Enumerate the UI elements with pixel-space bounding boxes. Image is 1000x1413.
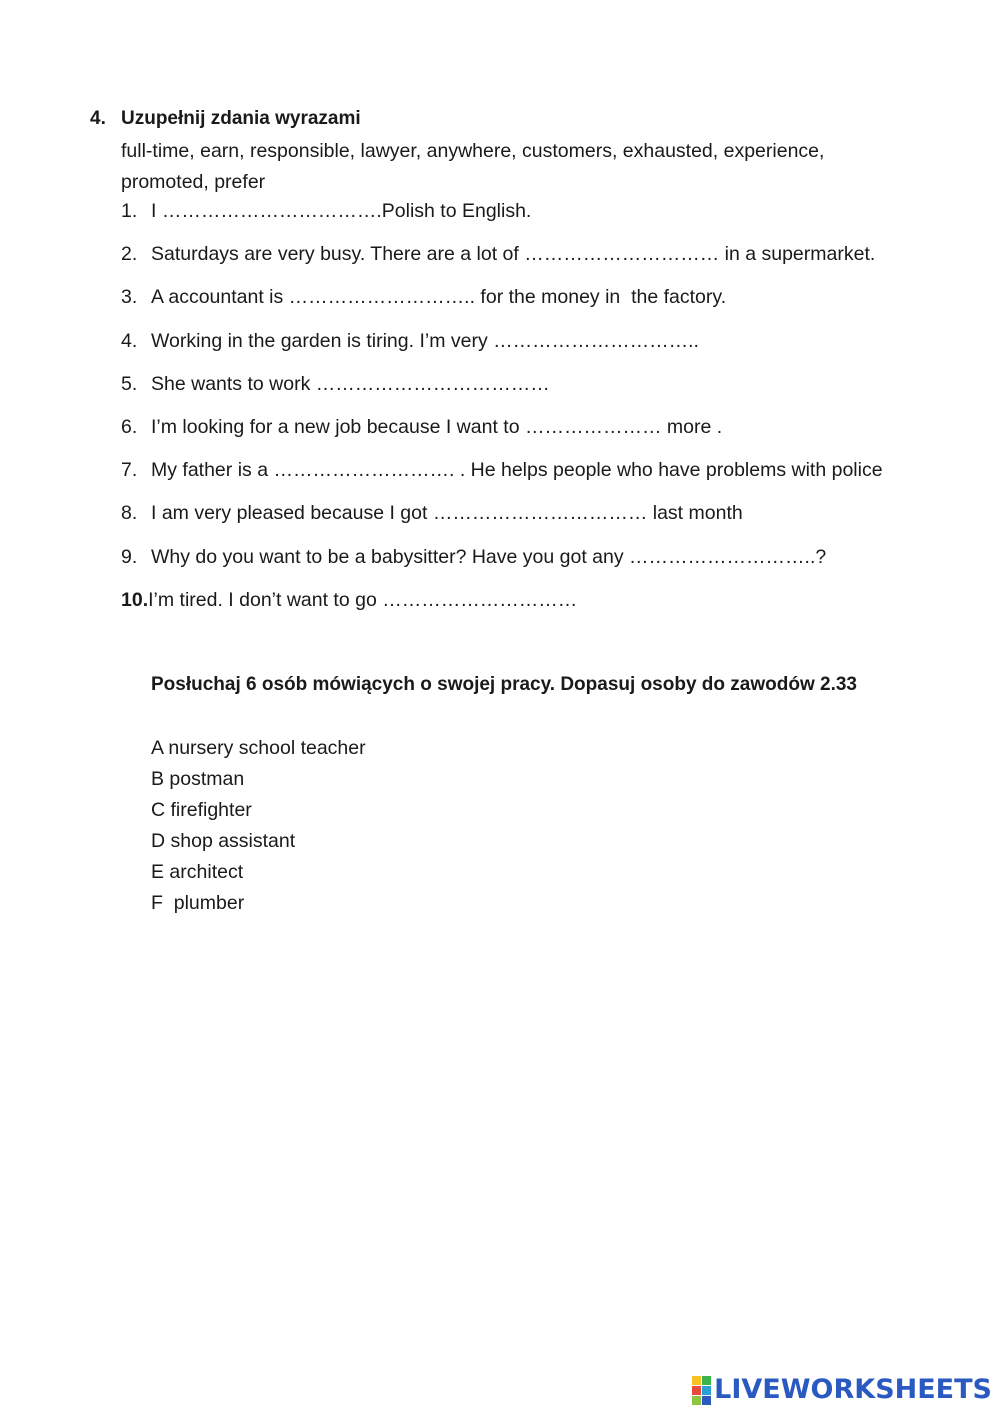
sentence-item (121, 328, 941, 371)
sentence-text-after: .Polish to English. (376, 200, 532, 222)
sentence-item (121, 500, 941, 543)
sentence-number: 6. (121, 415, 138, 438)
answer-blank[interactable]: ………………………… (382, 588, 578, 611)
exercise-heading (90, 106, 361, 132)
logo-text: LIVEWORKSHEETS (714, 1374, 992, 1405)
sentence-text-before: Why do you want to be a babysitter? Have you got any (151, 545, 630, 568)
sentence-number: 3. (121, 286, 138, 309)
exercise-number: 4. (90, 108, 106, 129)
sentence-text-after: . He helps people who have problems with police (459, 459, 883, 482)
answer-blank[interactable]: ………………… (524, 415, 662, 438)
sentence-item (121, 414, 941, 457)
word-bank-line: promoted, prefer (121, 171, 266, 193)
answer-blank[interactable]: …………………………… (161, 200, 377, 222)
sentence-number: 2. (121, 243, 138, 266)
sentence-number: 4. (121, 329, 138, 352)
job-option: F plumber (151, 892, 245, 914)
sentence-item (121, 457, 941, 500)
job-option: C firefighter (151, 799, 252, 821)
sentence-item (121, 544, 941, 587)
sentence-text-before: My father is a (151, 459, 274, 482)
logo-square (702, 1376, 711, 1385)
exercise-title: Uzupełnij zdania wyrazami (121, 108, 361, 129)
logo-square (692, 1386, 701, 1395)
sentence-text-after: in a supermarket. (719, 243, 876, 266)
answer-blank[interactable]: ……………………………… (315, 372, 550, 395)
sentence-item (121, 241, 941, 284)
sentence-number: 9. (121, 545, 138, 568)
sentence-text-after: more . (661, 415, 723, 438)
logo-square (702, 1386, 711, 1395)
sentence-number: 7. (121, 459, 138, 482)
job-option: B postman (151, 768, 245, 790)
answer-blank[interactable]: ………………………. (273, 459, 460, 482)
sentence-text-after: ? (815, 545, 827, 568)
answer-blank[interactable]: ……………………….. (629, 545, 816, 568)
word-bank (121, 136, 921, 198)
job-option: A nursery school teacher (151, 737, 366, 759)
logo-mark-icon (692, 1376, 711, 1405)
sentence-text-before: I’m looking for a new job because I want to (151, 415, 525, 438)
sentence-list (121, 198, 941, 630)
answer-blank[interactable]: ………………………….. (493, 329, 699, 352)
sentence-item (121, 198, 941, 241)
logo-square (702, 1396, 711, 1405)
listening-heading: Posłuchaj 6 osób mówiących o swojej pracy. Dopasuj osoby do zawodów 2.33 (151, 674, 857, 695)
liveworksheets-logo (692, 1373, 992, 1407)
sentence-text-before: I (151, 200, 162, 222)
word-bank-line: full-time, earn, responsible, lawyer, anywhere, customers, exhausted, experience, (121, 140, 825, 162)
sentence-text-after: last month (647, 502, 743, 525)
sentence-text-after: for the money in the factory. (475, 286, 727, 309)
job-option: E architect (151, 861, 244, 883)
sentence-text-before: A accountant is (151, 286, 289, 309)
answer-blank[interactable]: …………………………… (432, 502, 648, 525)
logo-square (692, 1376, 701, 1385)
answer-blank[interactable]: ……………………….. (288, 286, 476, 309)
sentence-number: 10. (121, 588, 149, 611)
sentence-text-before: Saturdays are very busy. There are a lot of (151, 243, 525, 266)
sentence-number: 8. (121, 502, 138, 525)
sentence-text-before: I’m tired. I don’t want to go (148, 588, 383, 611)
job-option: D shop assistant (151, 830, 296, 852)
sentence-text-before: I am very pleased because I got (151, 502, 433, 525)
sentence-number: 5. (121, 372, 138, 395)
sentence-item (121, 587, 941, 630)
sentence-item (121, 284, 941, 327)
sentence-number: 1. (121, 200, 138, 222)
sentence-item (121, 371, 941, 414)
sentence-text-before: She wants to work (151, 372, 316, 395)
sentence-text-before: Working in the garden is tiring. I’m very (151, 329, 494, 352)
answer-blank[interactable]: ………………………… (524, 243, 720, 266)
job-options-list (151, 733, 366, 919)
logo-square (692, 1396, 701, 1405)
